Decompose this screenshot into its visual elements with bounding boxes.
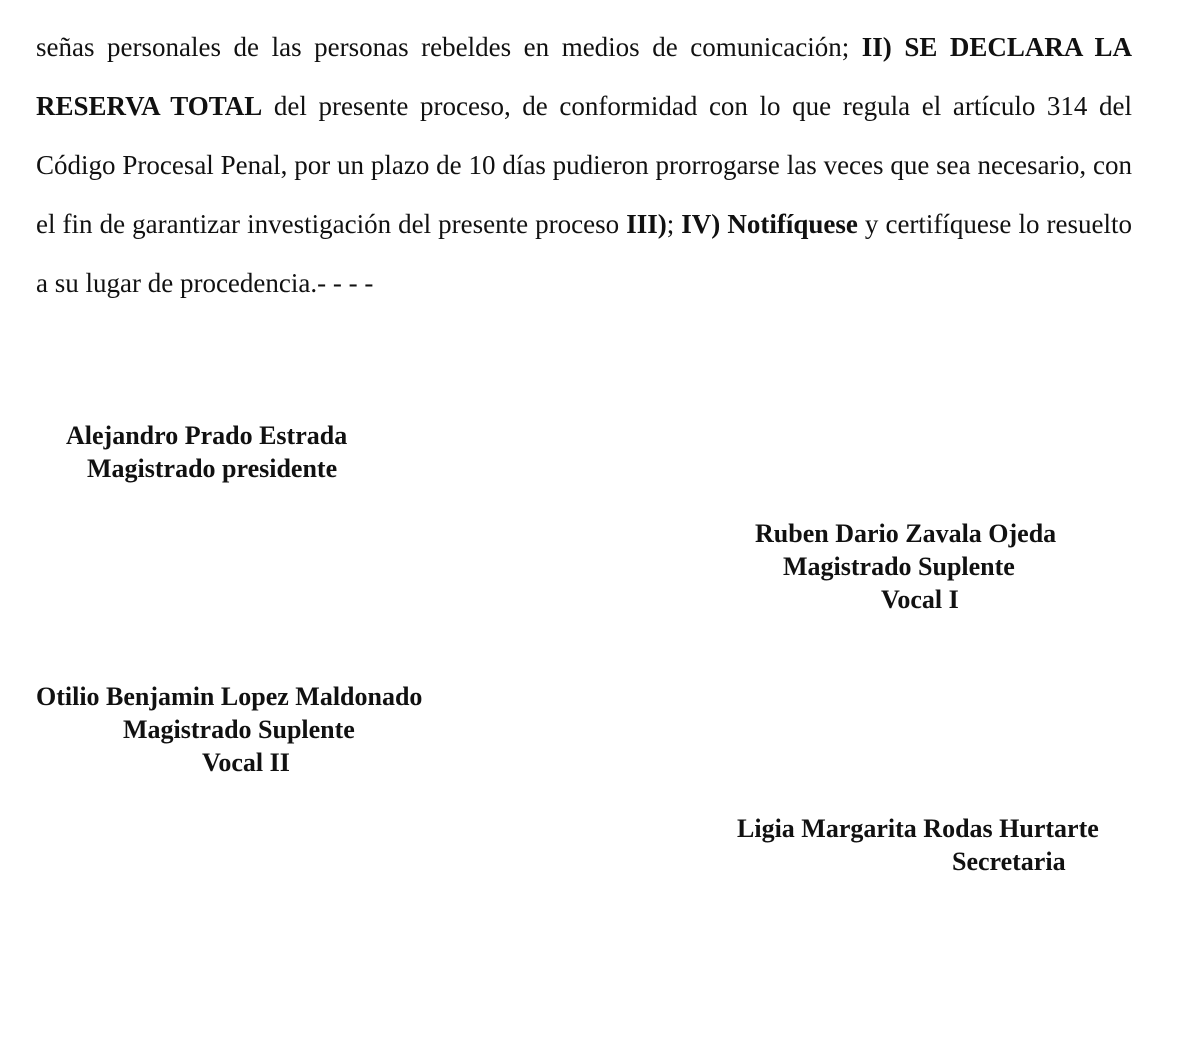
signer-name: Otilio Benjamin Lopez Maldonado xyxy=(36,682,423,711)
resolution-bold-notifiquese: IV) Notifíquese xyxy=(681,209,858,239)
signer-role: Secretaria xyxy=(952,847,1066,876)
signature-block-secretary xyxy=(737,812,1099,878)
signature-block-vocal-2 xyxy=(36,680,422,779)
signer-name: Alejandro Prado Estrada xyxy=(66,421,348,450)
resolution-text-3: ; xyxy=(666,209,682,239)
signer-position: Vocal II xyxy=(202,748,290,777)
signature-block-president xyxy=(66,419,347,485)
resolution-text-2: del presente proceso, de conformidad con lo que regula el artículo 314 del Código Procesal Penal, por un plazo de 10 días pudieron prorrogarse las veces que sea necesario, con el fin de garantizar investigación del presente proceso xyxy=(36,91,1132,239)
signer-role: Magistrado Suplente xyxy=(123,715,355,744)
signer-name: Ruben Dario Zavala Ojeda xyxy=(755,519,1057,548)
signer-role: Magistrado Suplente xyxy=(783,552,1015,581)
signer-position: Vocal I xyxy=(881,585,959,614)
resolution-paragraph xyxy=(36,18,1132,313)
signer-role: Magistrado presidente xyxy=(87,454,338,483)
signature-block-vocal-1 xyxy=(755,517,1056,616)
resolution-text-4: y certifíquese lo resuelto a su lugar de procedencia.- - - - xyxy=(36,209,1132,298)
signer-name: Ligia Margarita Rodas Hurtarte xyxy=(737,814,1099,843)
resolution-text-1: señas personales de las personas rebeldes en medios de comunicación; xyxy=(36,32,862,62)
resolution-bold-iii: III) xyxy=(626,209,667,239)
resolution-bold-reserva: II) SE DECLARA LA RESERVA TOTAL xyxy=(36,32,1132,121)
